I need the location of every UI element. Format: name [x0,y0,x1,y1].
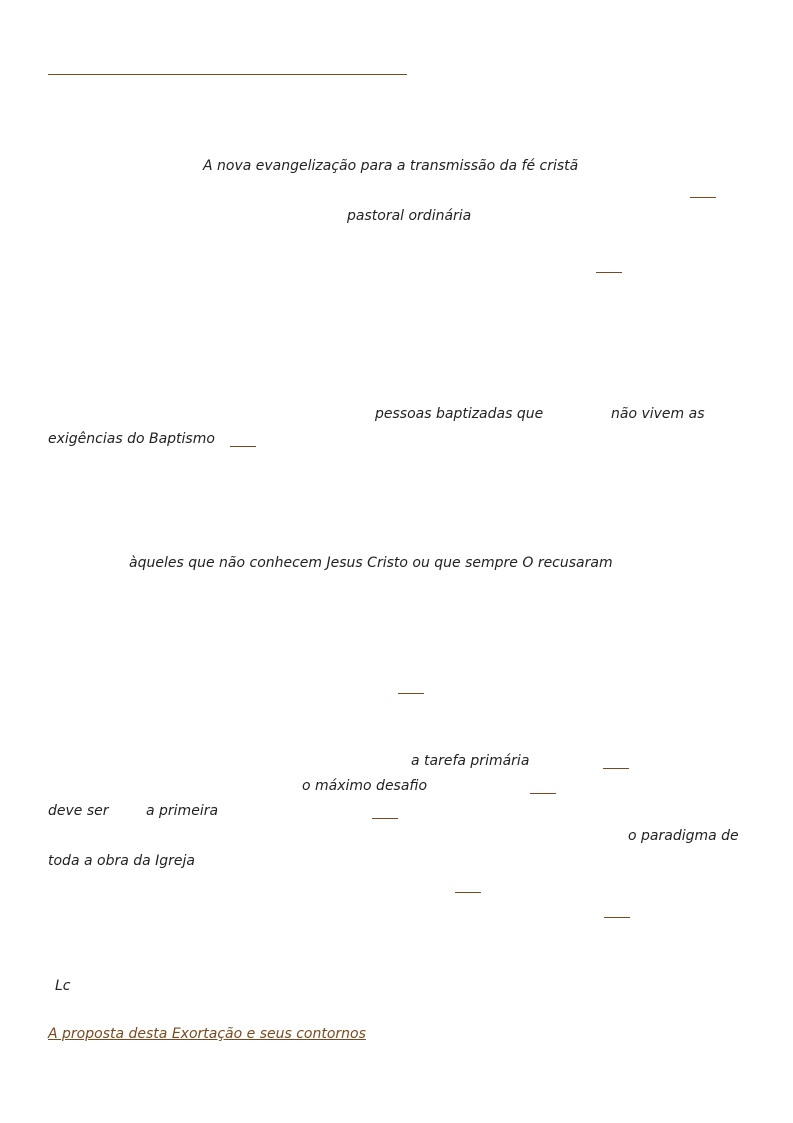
italic-phrase: o máximo desafio [302,778,428,794]
section-heading-link[interactable]: A proposta desta Exortação e seus contornos [48,1026,366,1042]
footnote-marker[interactable] [596,272,622,273]
italic-phrase: não vivem as [611,406,705,422]
italic-phrase: o paradigma de [628,828,739,844]
footnote-marker[interactable] [690,197,716,198]
footnote-marker[interactable] [603,768,629,769]
footnote-marker[interactable] [230,446,256,447]
footnote-marker[interactable] [604,917,630,918]
italic-phrase: àqueles que não conhecem Jesus Cristo ou que sempre O recusaram [129,555,613,571]
footnote-marker[interactable] [455,892,481,893]
footnote-marker[interactable] [530,793,556,794]
italic-phrase: exigências do Baptismo [48,431,215,447]
scripture-reference: Lc [55,978,71,994]
italic-phrase: toda a obra da Igreja [48,853,196,869]
italic-phrase: a tarefa primária [411,753,530,769]
footnote-marker[interactable] [372,818,398,819]
heading-italic-text: A nova evangelização para a transmissão da fé cristã [203,158,579,174]
header-rule [48,74,407,75]
footnote-marker[interactable] [398,693,424,694]
italic-phrase: pastoral ordinária [347,208,472,224]
italic-phrase: pessoas baptizadas que [375,406,544,422]
italic-phrase: a primeira [146,803,219,819]
italic-phrase: deve ser [48,803,109,819]
